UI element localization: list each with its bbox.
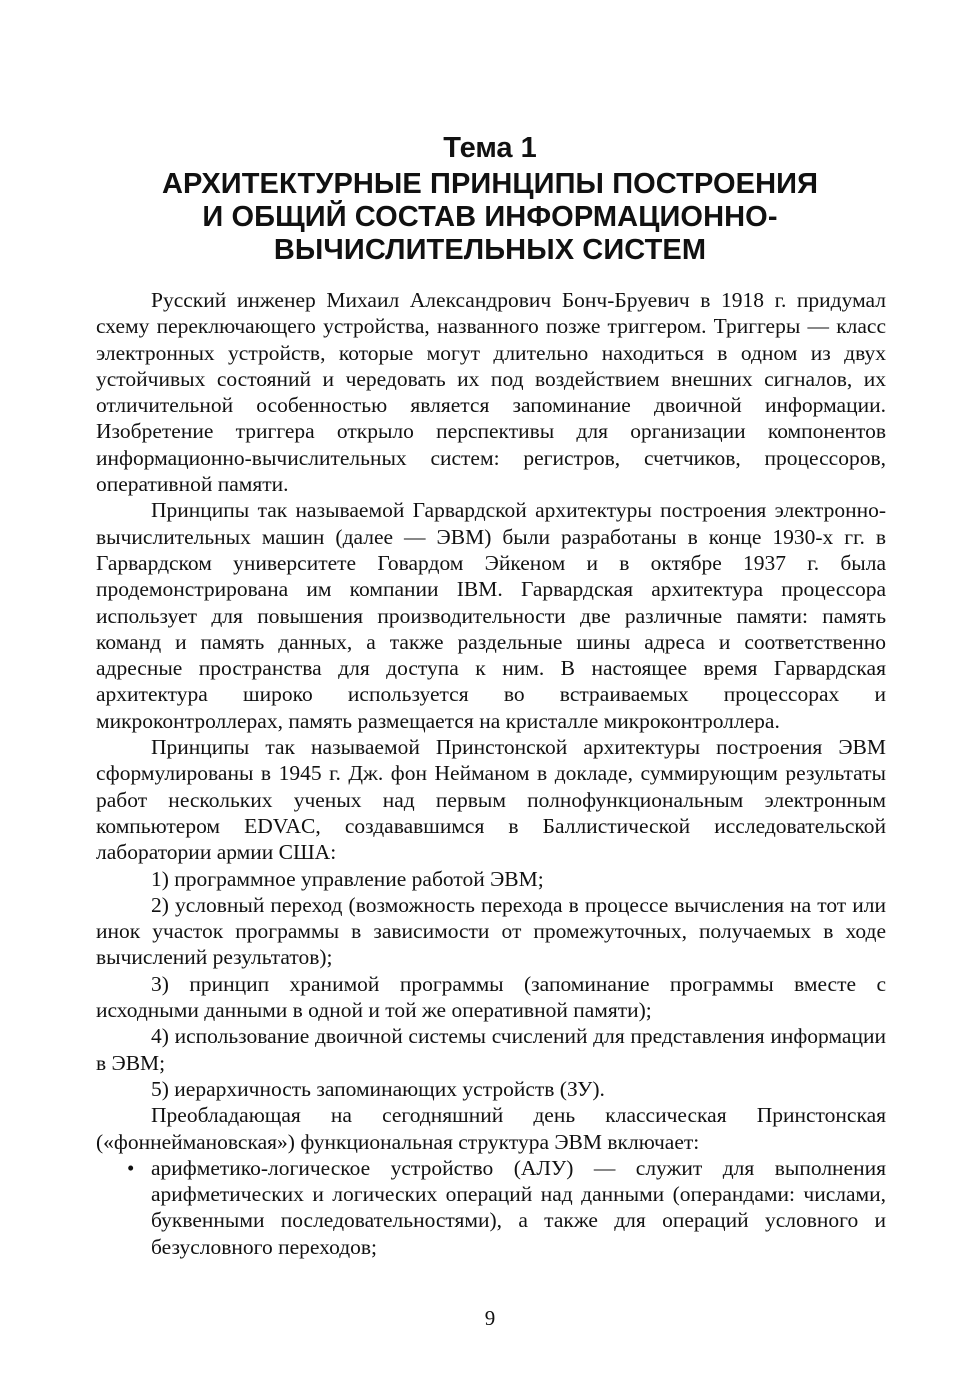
structure-bullet-list <box>96 1155 886 1260</box>
page-number: 9 <box>484 1306 496 1330</box>
body-text <box>96 287 886 1260</box>
bullet-icon: • <box>127 1155 135 1180</box>
paragraph-harvard-architecture: Принципы так называемой Гарвардской архитектуры построения электронно-вычислительных машин (далее — ЭВМ) были разработаны в конце 1930-х гг. в Гарвардском университете Говардом Эйкеном и в октябре 1937 г. была продемонстрирована им компании IBM. Гарвардская архитектура процессора использует для повышения производительности две различные памяти: память команд и память данных, а также раздельные шины адреса и соответственно адресные пространства для доступа к ним. В настоящее время Гарвардская архитектура широко используется во встраиваемых процессорах и микроконтроллерах, память размещается на кристалле микроконтроллера. <box>96 498 886 733</box>
chapter-title-line-1: АРХИТЕКТУРНЫЕ ПРИНЦИПЫ ПОСТРОЕНИЯ <box>161 168 819 200</box>
paragraph-trigger-history: Русский инженер Михаил Александрович Бонч-Бруевич в 1918 г. придумал схему переключающего устройства, названного позже триггером. Триггеры — класс электронных устройств, которые могут длительно находиться в одном из двух устойчивых состояний и чередовать их под воздействием внешних сигналов, их отличительной особенностью является запоминание двоичной информации. Изобретение триггера открыло перспективы для организации компонентов информационно-вычислительных систем: регистров, счетчиков, процессоров, оперативной памяти. <box>96 288 886 497</box>
principle-item-4: 4) использование двоичной системы счислений для представления информации в ЭВМ; <box>96 1024 886 1075</box>
chapter-title-line-2: И ОБЩИЙ СОСТАВ ИНФОРМАЦИОННО- <box>202 201 778 233</box>
chapter-title-line-3: ВЫЧИСЛИТЕЛЬНЫХ СИСТЕМ <box>273 234 707 266</box>
principles-list <box>96 866 886 1103</box>
paragraph-structure-intro: Преобладающая на сегодняшний день классическая Принстонская («фоннеймановская») функциональная структура ЭВМ включает: <box>96 1103 886 1154</box>
chapter-heading <box>0 128 980 267</box>
principle-item-3: 3) принцип хранимой программы (запоминание программы вместе с исходными данными в одной и той же оперативной памяти); <box>96 971 886 1023</box>
principle-item-2: 2) условный переход (возможность перехода в процессе вычисления на тот или инок участок программы в зависимости от промежуточных, получаемых в ходе вычислений результатов); <box>96 892 886 970</box>
topic-label: Тема 1 <box>443 132 537 164</box>
bullet-item-alu <box>96 1155 886 1260</box>
paragraph-princeton-architecture: Принципы так называемой Принстонской архитектуры построения ЭВМ сформулированы в 1945 г. Дж. фон Нейманом в докладе, суммирующим результаты работ нескольких ученых над первым полнофункциональным электронным компьютером EDVAC, создававшимся в Баллистической исследовательской лаборатории армии США: <box>96 735 886 865</box>
principle-item-5: 5) иерархичность запоминающих устройств (ЗУ). <box>151 1076 605 1101</box>
principle-item-1: 1) программное управление работой ЭВМ; <box>151 866 544 891</box>
bullet-text: арифметико-логическое устройство (АЛУ) — служит для выполнения арифметических и логических операций над данными (операндами: числами, буквенными последовательностями), а также для операций условного и безусловного переходов; <box>151 1155 886 1259</box>
